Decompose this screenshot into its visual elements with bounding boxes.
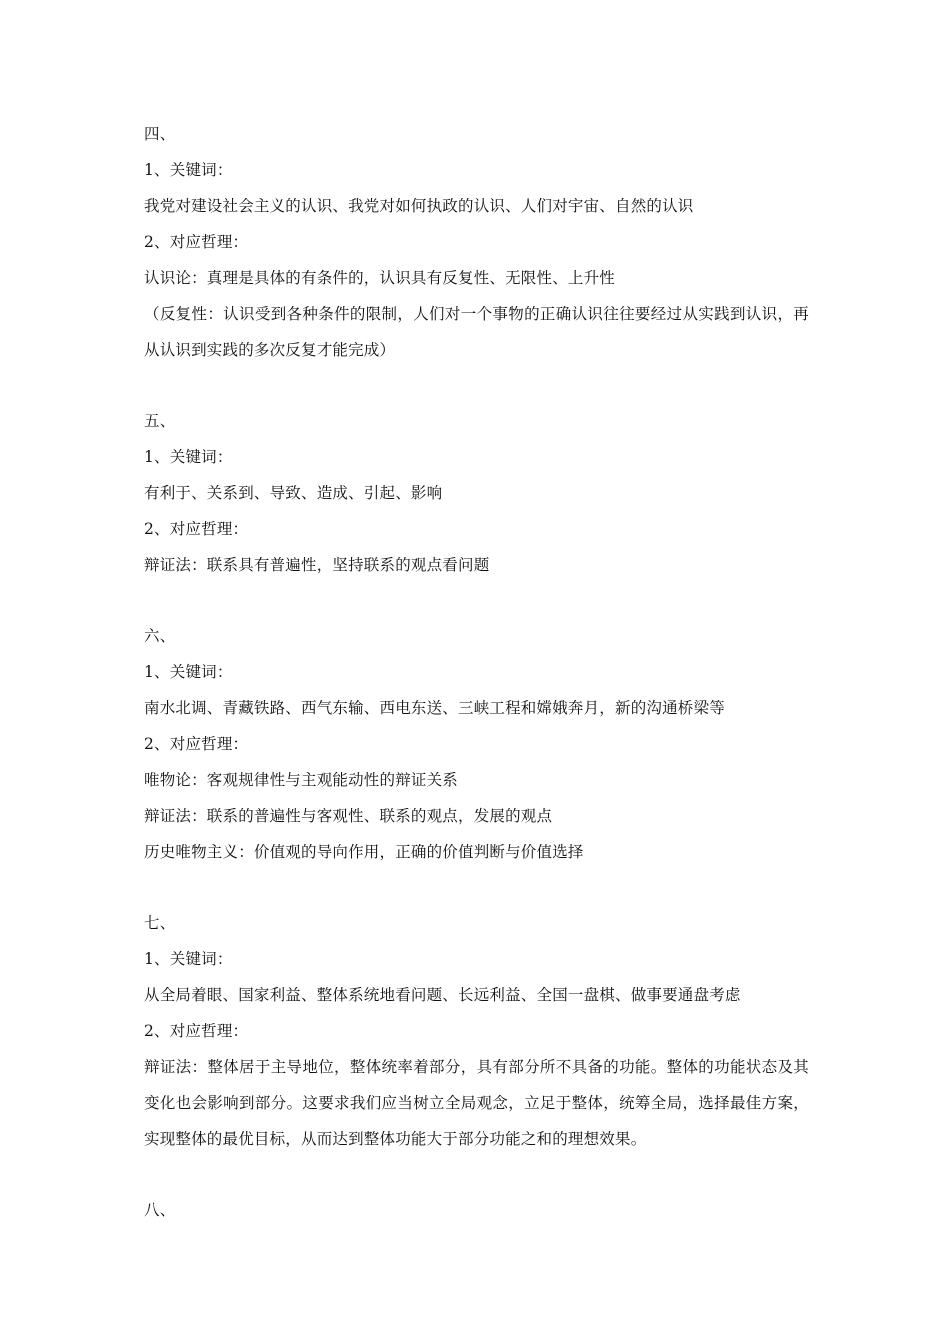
philosophy-line: 辩证法：联系具有普遍性，坚持联系的观点看问题: [144, 556, 490, 574]
philosophy-paragraph: 辩证法：整体居于主导地位，整体统率着部分，具有部分所不具备的功能。整体的功能状态及其变化也会影响到部分。这要求我们应当树立全局观念，立足于整体，统筹全局，选择最佳方案，实现整体的最优目标，从而达到整体功能大于部分功能之和的理想效果。: [144, 1058, 809, 1148]
keywords-text: 从全局着眼、国家利益、整体系统地看问题、长远利益、全国一盘棋、做事要通盘考虑: [144, 986, 741, 1004]
philosophy-label: 2、对应哲理：: [144, 1022, 249, 1040]
section-heading: 七、: [144, 914, 176, 932]
section-5: [144, 403, 814, 583]
philosophy-label: 2、对应哲理：: [144, 233, 249, 251]
document-page: [144, 116, 814, 1263]
section-7: [144, 905, 814, 1157]
philosophy-label: 2、对应哲理：: [144, 735, 249, 753]
section-heading: 四、: [144, 125, 176, 143]
philosophy-line: 唯物论：客观规律性与主观能动性的辩证关系: [144, 771, 459, 789]
philosophy-label: 2、对应哲理：: [144, 520, 249, 538]
section-6: [144, 618, 814, 870]
philosophy-line: 历史唯物主义：价值观的导向作用，正确的价值判断与价值选择: [144, 843, 584, 861]
keywords-label: 1、关键词：: [144, 448, 233, 466]
philosophy-note: （反复性：认识受到各种条件的限制，人们对一个事物的正确认识往往要经过从实践到认识，再从认识到实践的多次反复才能完成）: [144, 305, 809, 359]
section-8: [144, 1192, 814, 1228]
keywords-text: 南水北调、青藏铁路、西气东输、西电东送、三峡工程和嫦娥奔月，新的沟通桥梁等: [144, 699, 725, 717]
keywords-text: 有利于、关系到、导致、造成、引起、影响: [144, 484, 443, 502]
keywords-label: 1、关键词：: [144, 950, 233, 968]
keywords-label: 1、关键词：: [144, 663, 233, 681]
keywords-text: 我党对建设社会主义的认识、我党对如何执政的认识、人们对宇宙、自然的认识: [144, 197, 694, 215]
section-heading: 五、: [144, 412, 176, 430]
section-4: [144, 116, 814, 368]
section-heading: 八、: [144, 1201, 176, 1219]
section-heading: 六、: [144, 627, 176, 645]
philosophy-line: 辩证法：联系的普遍性与客观性、联系的观点，发展的观点: [144, 807, 553, 825]
keywords-label: 1、关键词：: [144, 161, 233, 179]
philosophy-line: 认识论：真理是具体的有条件的，认识具有反复性、无限性、上升性: [144, 269, 616, 287]
